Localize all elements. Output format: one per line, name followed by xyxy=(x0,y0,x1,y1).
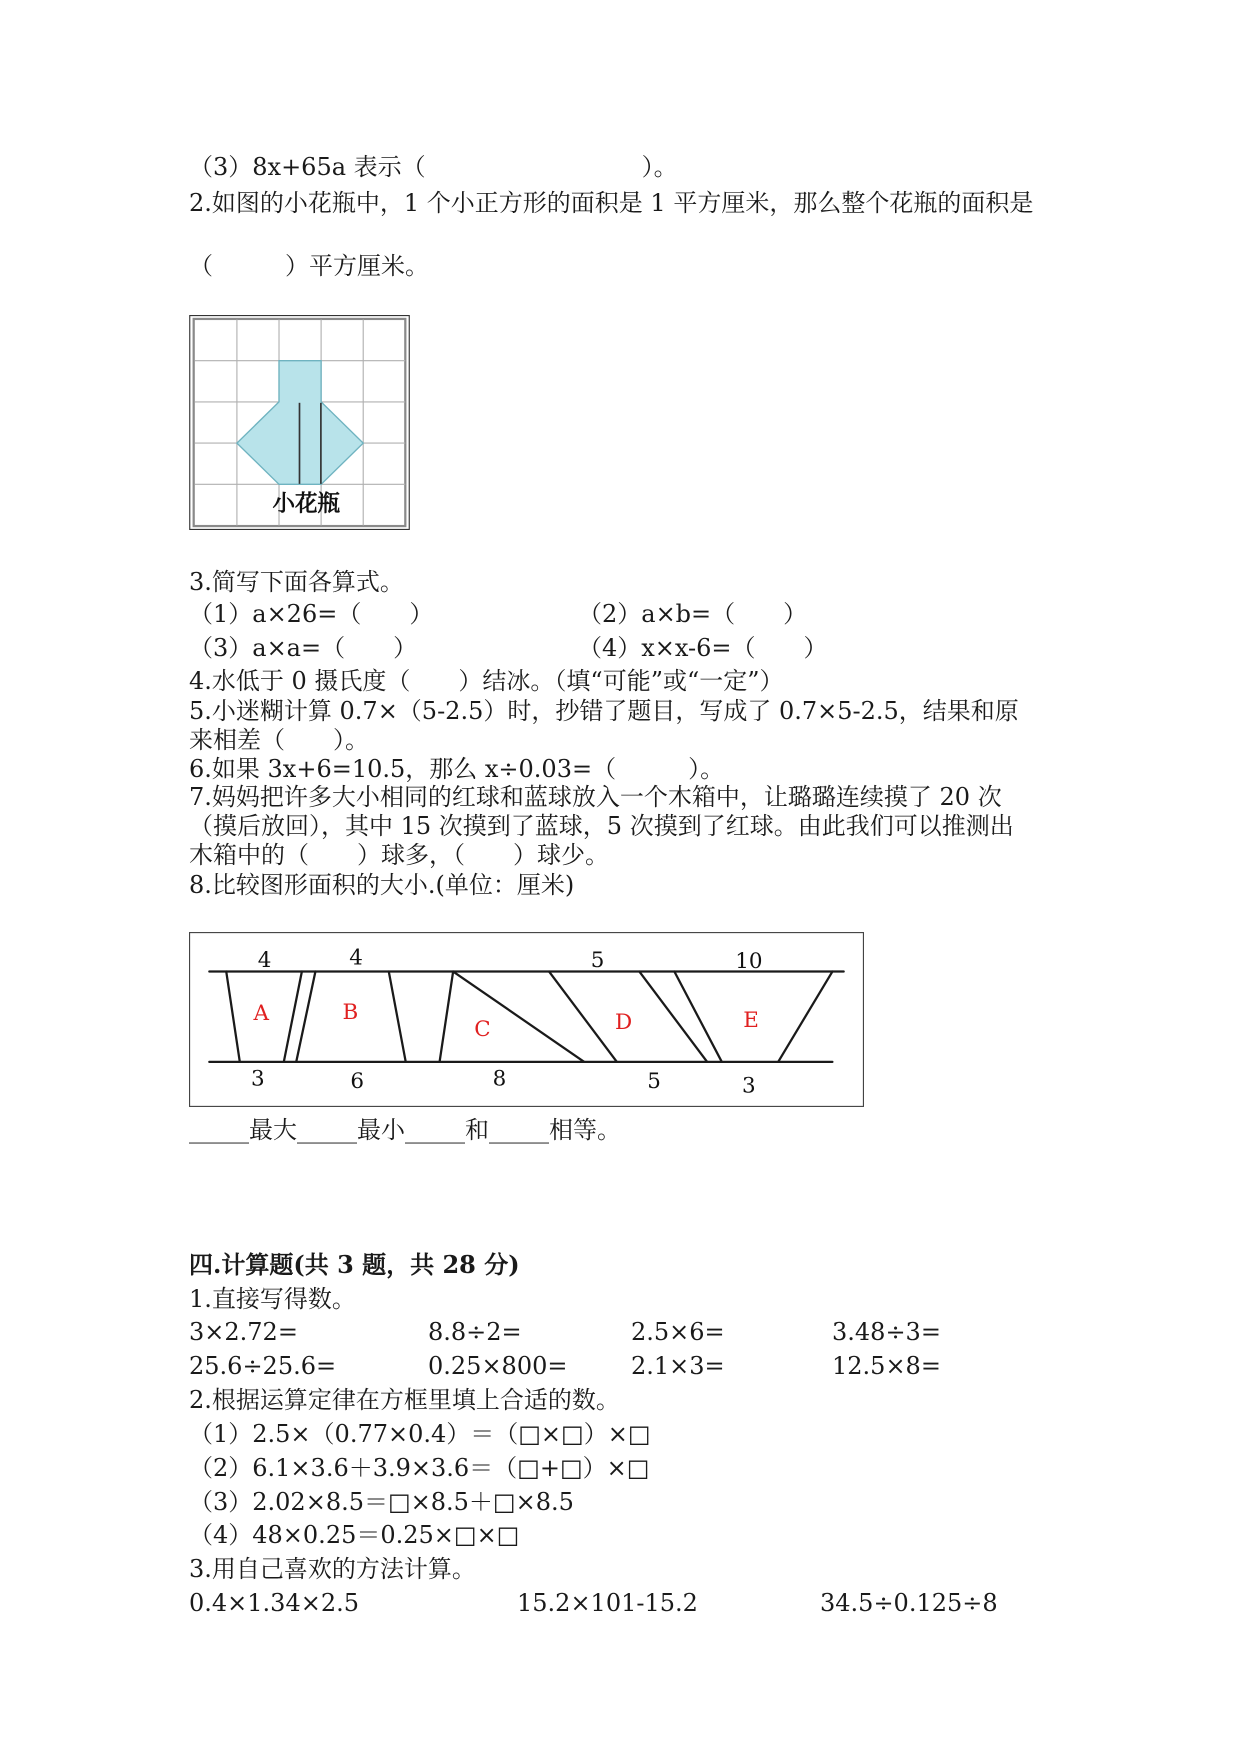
q6-text: 6.如果 3x+6=10.5，那么 x÷0.03=（ ）。 xyxy=(189,755,725,783)
shape-letter-d: D xyxy=(614,1010,633,1036)
q4-text: 4.水低于 0 摄氏度（ ）结冰。（填“可能”或“一定”） xyxy=(189,667,784,695)
calc-q2-item-2: （2）6.1×3.6＋3.9×3.6＝（□+□）×□ xyxy=(189,1454,650,1482)
calc-q1-cell: 2.5×6= xyxy=(631,1318,725,1346)
calc-q1-cell: 3.48÷3= xyxy=(832,1318,941,1346)
vase-figure-label: 小花瓶 xyxy=(272,490,341,517)
q5-text-line-2: 来相差（ ）。 xyxy=(189,726,369,754)
q3-item-3: （3）a×a=（ ） xyxy=(189,634,418,662)
q3-item-2: （2）a×b=（ ） xyxy=(578,600,808,628)
calc-q1-cell: 3×2.72= xyxy=(189,1318,298,1346)
q3-item-1: （1）a×26=（ ） xyxy=(189,600,434,628)
calc-q3-item-2: 15.2×101-15.2 xyxy=(517,1589,698,1617)
calc-q1-cell: 0.25×800= xyxy=(428,1352,568,1380)
shape-letter-a: A xyxy=(253,1001,269,1027)
bottom-label-c: 8 xyxy=(492,1066,507,1092)
bottom-label-e: 3 xyxy=(742,1073,756,1099)
bottom-label-b: 6 xyxy=(350,1068,365,1094)
bottom-label-a: 3 xyxy=(251,1066,265,1092)
calc-q1-cell: 8.8÷2= xyxy=(428,1318,522,1346)
q3-item-4: （4）x×x-6=（ ） xyxy=(578,634,828,662)
shapes-area-figure xyxy=(189,932,864,1107)
shape-letter-c: C xyxy=(474,1016,491,1042)
calc-q1-cell: 12.5×8= xyxy=(832,1352,941,1380)
q2-text: 2.如图的小花瓶中，1 个小正方形的面积是 1 平方厘米，那么整个花瓶的面积是 xyxy=(189,189,1034,217)
q2-answer-line: （ ）平方厘米。 xyxy=(189,252,429,280)
vase-grid-figure xyxy=(189,315,410,530)
calc-q2-item-4: （4）48×0.25＝0.25×□×□ xyxy=(189,1521,520,1549)
q3-title: 3.简写下面各算式。 xyxy=(189,568,404,596)
calc-q1-title: 1.直接写得数。 xyxy=(189,1285,356,1313)
q8-answer-line: _____最大_____最小_____和_____相等。 xyxy=(189,1116,621,1144)
q7-text-line-3: 木箱中的（ ）球多，（ ）球少。 xyxy=(189,841,609,869)
section4-title: 四.计算题(共 3 题，共 28 分) xyxy=(189,1250,520,1279)
calc-q1-cell: 2.1×3= xyxy=(631,1352,725,1380)
calc-q2-title: 2.根据运算定律在方框里填上合适的数。 xyxy=(189,1386,620,1414)
q1-part3-text: （3）8x+65a 表示（ ）。 xyxy=(189,153,678,181)
q7-text-line-1: 7.妈妈把许多大小相同的红球和蓝球放入一个木箱中，让璐璐连续摸了 20 次 xyxy=(189,783,1002,811)
top-label-a: 4 xyxy=(257,948,272,974)
calc-q3-title: 3.用自己喜欢的方法计算。 xyxy=(189,1555,476,1583)
q5-text-line-1: 5.小迷糊计算 0.7×（5-2.5）时，抄错了题目，写成了 0.7×5-2.5，结果和原 xyxy=(189,697,1019,725)
calc-q3-item-1: 0.4×1.34×2.5 xyxy=(189,1589,359,1617)
calc-q2-item-3: （3）2.02×8.5＝□×8.5＋□×8.5 xyxy=(189,1488,574,1516)
calc-q3-item-3: 34.5÷0.125÷8 xyxy=(820,1589,998,1617)
top-label-e: 10 xyxy=(735,949,763,975)
shape-letter-b: B xyxy=(342,999,359,1025)
calc-q2-item-1: （1）2.5×（0.77×0.4）＝（□×□）×□ xyxy=(189,1420,651,1448)
shape-letter-e: E xyxy=(743,1007,759,1033)
q7-text-line-2: （摸后放回），其中 15 次摸到了蓝球，5 次摸到了红球。由此我们可以推测出 xyxy=(189,812,1014,840)
top-label-b: 4 xyxy=(349,945,363,971)
q8-title: 8.比较图形面积的大小.(单位：厘米) xyxy=(189,871,575,899)
top-label-d: 5 xyxy=(590,948,605,974)
calc-q1-cell: 25.6÷25.6= xyxy=(189,1352,337,1380)
bottom-label-d: 5 xyxy=(647,1068,661,1094)
